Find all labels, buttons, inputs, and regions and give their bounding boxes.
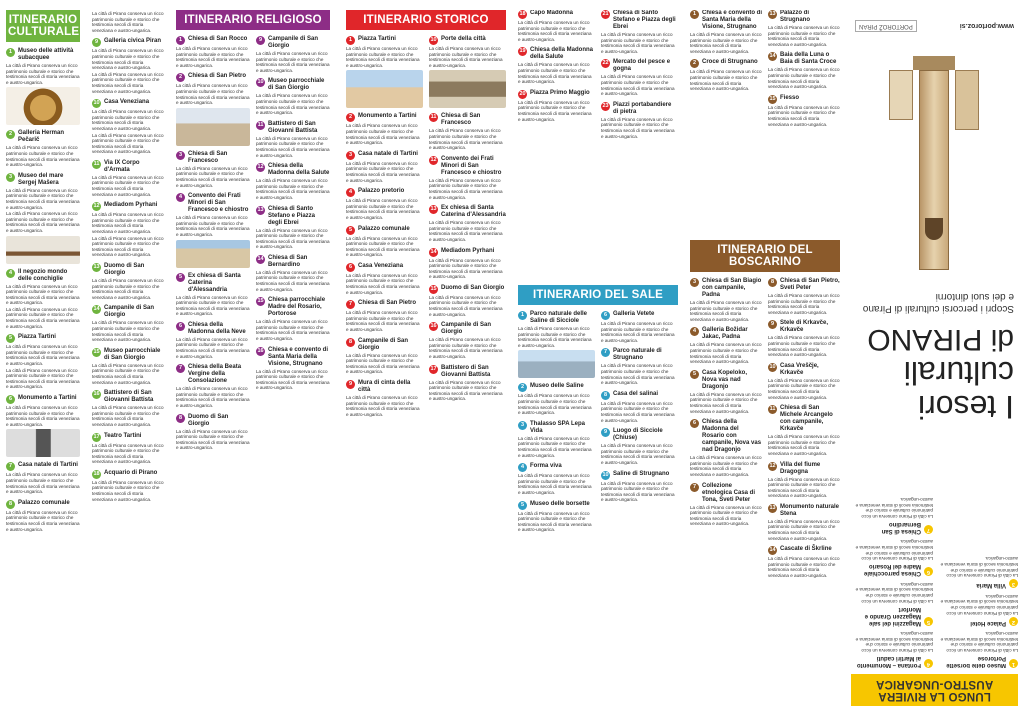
list-item: 7 Chiesa di San Pietro La città di Pirano conserva un ricco patrimonio culturale e storico che testimonia secoli di storia veneziana e austro-ungarica. (346, 300, 420, 333)
section-title-culturale: ITINERARIO CULTURALE (6, 10, 80, 42)
list-item: 20 Piazza Primo Maggio La città di Pirano conserva un ricco patrimonio culturale e storico che testimonia secoli di storia veneziana e austro-ungarica. (518, 89, 592, 122)
list-item: 22 Mercato del pesce e gogna La città di Pirano conserva un ricco patrimonio culturale e storico che testimonia secoli di storia veneziana e austro-ungarica. (601, 59, 675, 97)
list-item: 6 Galleria Vetete La città di Pirano conserva un ricco patrimonio culturale e storico che testimonia secoli di storia veneziana e austro-ungarica. (601, 311, 675, 343)
list-item: 8 Casa del salinai La città di Pirano conserva un ricco patrimonio culturale e storico che testimonia secoli di storia veneziana e austro-ungarica. (601, 390, 675, 423)
list-item: 5 Palazzo comunale La città di Pirano conserva un ricco patrimonio culturale e storico che testimonia secoli di storia veneziana e austro-ungarica. (346, 225, 420, 258)
list-item: 8 Campanile di San Giorgio La città di Pirano conserva un ricco patrimonio culturale e storico che testimonia secoli di storia veneziana e austro-ungarica. (346, 337, 420, 375)
list-item: 4 Palazzo pretorio La città di Pirano conserva un ricco patrimonio culturale e storico che testimonia secoli di storia veneziana e austro-ungarica. (346, 188, 420, 220)
section-title-religioso: ITINERARIO RELIGIOSO (176, 10, 330, 30)
column-culturale-2 (86, 0, 170, 714)
list-item: 10 Saline di Strugnano La città di Pirano conserva un ricco patrimonio culturale e storico che testimonia secoli di storia veneziana e austro-ungarica. (601, 470, 675, 503)
list-item: 13 Palazzo di Strugnano La città di Pirano conserva un ricco patrimonio culturale e storico che testimonia secoli di storia veneziana e austro-ungarica. (768, 10, 840, 47)
list-item: 9 Galleria civica Piran La città di Pirano conserva un ricco patrimonio culturale e storico che testimonia secoli di storia veneziana e austro-ungarica. La città di Pirano conserva un ricco patrimonio culturale e storico che testimonia secoli di storia veneziana e austro-ungarica. (92, 38, 164, 94)
list-item: 7 Collezione etnologica Casa di Tona, Sveti Peter La città di Pirano conserva un ricco patrimonio culturale e storico che testimonia secoli di storia veneziana e austro-ungarica. (690, 482, 762, 527)
list-item: 3 Thalasso SPA Lepa Vida La città di Pirano conserva un ricco patrimonio culturale e storico che testimonia secoli di storia veneziana e austro-ungarica. (518, 420, 592, 458)
list-item: 1 Chiesa di San Rocco La città di Pirano conserva un ricco patrimonio culturale e storico che testimonia secoli di storia veneziana e austro-ungarica. (176, 36, 250, 68)
list-item: 15 Chiesa parrocchiale Madre del Rosario, Portorose La città di Pirano conserva un ricco patrimonio culturale e storico che testimonia secoli di storia veneziana e austro-ungarica. (256, 297, 330, 342)
section-title-sale: ITINERARIO DEL SALE (518, 285, 678, 305)
list-item: 10 Casa Veneziana La città di Pirano conserva un ricco patrimonio culturale e storico che testimonia secoli di storia veneziana e austro-ungarica. La città di Pirano conserva un ricco patrimonio culturale e storico che testimonia secoli di storia veneziana e austro-ungarica. (92, 99, 164, 155)
list-item: 7 Chiesa di San Bernardino La città di Pirano conserva un ricco patrimonio culturale e storico che testimonia secoli di storia veneziana e austro-ungarica. (855, 497, 933, 534)
list-item: 8 Duomo di San Giorgio La città di Pirano conserva un ricco patrimonio culturale e storico che testimonia secoli di storia veneziana e austro-ungarica. (176, 413, 250, 451)
list-item: 5 Ex chiesa di Santa Caterina d'Alessandria La città di Pirano conserva un ricco patrimonio culturale e storico che testimonia secoli di storia veneziana e austro-ungarica. (176, 272, 250, 317)
list-item: 5 Museo delle borsette La città di Pirano conserva un ricco patrimonio culturale e storico che testimonia secoli di storia veneziana e austro-ungarica. (518, 500, 592, 533)
list-item: 2 Palace Hotel La città di Pirano conserva un ricco patrimonio culturale e storico che testimonia secoli di storia veneziana e austro-ungarica. (940, 593, 1018, 626)
list-item: 1 Chiesa e convento di Santa Maria della Visione, Strugnano La città di Pirano conserva un ricco patrimonio culturale e storico che testimonia secoli di storia veneziana e austro-ungarica. (690, 10, 763, 54)
diving-helmet-image (6, 87, 80, 125)
list-item: 8 Chiesa di San Pietro, Sveti Peter La città di Pirano conserva un ricco patrimonio culturale e storico che testimonia secoli di storia veneziana e austro-ungarica. (768, 278, 840, 315)
list-item: 2 Museo delle Saline La città di Pirano conserva un ricco patrimonio culturale e storico che testimonia secoli di storia veneziana e austro-ungarica. (518, 383, 592, 416)
list-item: 3 Chiesa di San Francesco La città di Pirano conserva un ricco patrimonio culturale e storico che testimonia secoli di storia veneziana e austro-ungarica. (176, 150, 250, 188)
list-item: 3 Chiesa di San Biagio con campanile, Padna La città di Pirano conserva un ricco patrimonio culturale e storico che testimonia secoli di storia veneziana e austro-ungarica. (690, 278, 762, 322)
cover-title-line2: culturali (903, 355, 1014, 391)
list-item: 7 Chiesa della Beata Vergine della Consolazione La città di Pirano conserva un ricco patrimonio culturale e storico che testimonia secoli di storia veneziana e austro-ungarica. (176, 364, 250, 409)
list-item: 12 Chiesa della Madonna della Salute La città di Pirano conserva un ricco patrimonio culturale e storico che testimonia secoli di storia veneziana e austro-ungarica. (256, 163, 330, 200)
list-item: 6 Chiesa della Madonna del Rosario con campanile, Nova vas nad Dragonjo La città di Pirano conserva un ricco patrimonio culturale e storico che testimonia secoli di storia veneziana e austro-ungarica. (690, 419, 762, 477)
list-item: 16 Chiesa e convento di Santa Maria della Visione, Strugnano La città di Pirano conserva un ricco patrimonio culturale e storico che testimonia secoli di storia veneziana e austro-ungarica. (256, 346, 330, 391)
list-item: 18 Capo Madonna La città di Pirano conserva un ricco patrimonio culturale e storico che testimonia secoli di storia veneziana e austro-ungarica. (518, 10, 592, 42)
list-item: 13 Ex chiesa di Santa Caterina d'Alessandria La città di Pirano conserva un ricco patrimonio culturale e storico che testimonia secoli di storia veneziana e austro-ungarica. (429, 205, 506, 242)
list-item: 21 Chiesa di Santo Stefano e Piazza degli Ebrei La città di Pirano conserva un ricco patrimonio culturale e storico che testimonia secoli di storia veneziana e austro-ungarica. (601, 10, 676, 54)
statue-image (6, 429, 80, 457)
list-item: 12 Villa del fiume Dragogna La città di Pirano conserva un ricco patrimonio culturale e storico che testimonia secoli di storia veneziana e austro-ungarica. (768, 461, 840, 499)
list-item: 4 Il negozio mondo delle conchiglie La città di Pirano conserva un ricco patrimonio culturale e storico che testimonia secoli di storia veneziana e austro-ungarica. La città di Pirano conserva un ricco patrimonio culturale e storico che testimonia secoli di storia veneziana e austro-ungarica. (6, 268, 80, 329)
list-item: 15 Fiesso La città di Pirano conserva un ricco patrimonio culturale e storico che testimonia secoli di storia veneziana e austro-ungarica. (768, 94, 840, 127)
list-item: 7 Parco naturale di Strugnano La città di Pirano conserva un ricco patrimonio culturale e storico che testimonia secoli di storia veneziana e austro-ungarica. (601, 348, 675, 386)
section-title-storico: ITINERARIO STORICO (346, 10, 506, 30)
list-item: 11 Chiesa di San Michele Arcangelo con campanile, Krkavče La città di Pirano conserva un ricco patrimonio culturale e storico che testimonia secoli di storia veneziana e austro-ungarica. (768, 405, 840, 456)
list-item: 14 Mediadom Pyrhani La città di Pirano conserva un ricco patrimonio culturale e storico che testimonia secoli di storia veneziana e austro-ungarica. (429, 247, 503, 280)
cover-title-block (845, 284, 1024, 438)
cover-subtitle: Scopri i percorsi culturali di Pirano e dei suoi dintorni (862, 291, 1014, 314)
list-item: 1 Museo delle attività subacquee La città di Pirano conserva un ricco patrimonio culturale e storico che testimonia secoli di storia veneziana e austro-ungarica. (6, 48, 80, 125)
column-storico (340, 0, 512, 714)
city-gate-image (429, 70, 506, 108)
list-item: 9 Stele di Krkavče, Krkavče La città di Pirano conserva un ricco patrimonio culturale e storico che testimonia secoli di storia veneziana e austro-ungarica. (768, 320, 840, 358)
list-item: 4 Forma viva La città di Pirano conserva un ricco patrimonio culturale e storico che testimonia secoli di storia veneziana e austro-ungarica. (518, 463, 592, 495)
list-item: 13 Monumento naturale Stena La città di Pirano conserva un ricco patrimonio culturale e storico che testimonia secoli di storia veneziana e austro-ungarica. (768, 503, 840, 541)
list-item: 19 Chiesa della Madonna della Salute La città di Pirano conserva un ricco patrimonio culturale e storico che testimonia secoli di storia veneziana e austro-ungarica. (518, 47, 594, 85)
list-item: 17 Battistero di San Giovanni Battista La città di Pirano conserva un ricco patrimonio culturale e storico che testimonia secoli di storia veneziana e austro-ungarica. (429, 364, 503, 402)
list-item: 17 Teatro Tartini La città di Pirano conserva un ricco patrimonio culturale e storico che testimonia secoli di storia veneziana e austro-ungarica. (92, 432, 164, 465)
salt-pans-image (518, 350, 595, 378)
list-item: 6 Chiesa della Madonna della Neve La città di Pirano conserva un ricco patrimonio culturale e storico che testimonia secoli di storia veneziana e austro-ungarica. (176, 321, 250, 359)
list-item: 10 Porte della città La città di Pirano conserva un ricco patrimonio culturale e storico che testimonia secoli di storia veneziana e austro-ungarica. (429, 36, 506, 108)
list-item: 4 Galleria Božidar Jakac, Padna La città di Pirano conserva un ricco patrimonio culturale e storico che testimonia secoli di storia veneziana e austro-ungarica. (690, 327, 762, 365)
list-item: 5 Magazzini del sale Magazzen Grando e Monfort La città di Pirano conserva un ricco patrimonio culturale e storico che testimonia secoli di storia veneziana e austro-ungarica. (855, 581, 933, 626)
list-item: La città di Pirano conserva un ricco patrimonio culturale e storico che testimonia secoli di storia veneziana e austro-ungarica. (92, 11, 164, 33)
list-item: 6 Chiesa parrocchiale Madre del Rosario La città di Pirano conserva un ricco patrimonio culturale e storico che testimonia secoli di storia veneziana e austro-ungarica. (855, 539, 933, 577)
list-item: 11 Via IX Corpo d'Armata La città di Pirano conserva un ricco patrimonio culturale e storico che testimonia secoli di storia veneziana e austro-ungarica. (92, 159, 164, 197)
list-item: 11 Chiesa di San Francesco La città di Pirano conserva un ricco patrimonio culturale e storico che testimonia secoli di storia veneziana e austro-ungarica. (429, 113, 503, 151)
list-item: 14 Baia della Luna o Baia di Santa Croce La città di Pirano conserva un ricco patrimonio culturale e storico che testimonia secoli di storia veneziana e austro-ungarica. (768, 52, 840, 90)
list-item: 3 Villa Maria La città di Pirano conserva un ricco patrimonio culturale e storico che testimonia secoli di storia veneziana e austro-ungarica. (940, 556, 1018, 589)
list-item: 18 Acquario di Pirano La città di Pirano conserva un ricco patrimonio culturale e storico che testimonia secoli di storia veneziana e austro-ungarica. (92, 469, 164, 502)
list-item: 12 Mediadom Pyrhani La città di Pirano conserva un ricco patrimonio culturale e storico che testimonia secoli di storia veneziana e austro-ungarica. La città di Pirano conserva un ricco patrimonio culturale e storico che testimonia secoli di storia veneziana e austro-ungarica. (92, 202, 164, 258)
list-item: 8 Palazzo comunale La città di Pirano conserva un ricco patrimonio culturale e storico che testimonia secoli di storia veneziana e austro-ungarica. (6, 499, 80, 532)
list-item: 14 Campanile di San Giorgio La città di Pirano conserva un ricco patrimonio culturale e storico che testimonia secoli di storia veneziana e austro-ungarica. (92, 305, 164, 343)
list-item: 7 Casa natale di Tartini La città di Pirano conserva un ricco patrimonio culturale e storico che testimonia secoli di storia veneziana e austro-ungarica. (6, 462, 80, 495)
ship-model-image (6, 236, 80, 264)
list-item: 9 Mura di cinta della città La città di Pirano conserva un ricco patrimonio culturale e storico che testimonia secoli di storia veneziana e austro-ungarica. (346, 380, 420, 417)
website-link[interactable]: www.portoroz.si (959, 22, 1014, 30)
list-item: 15 Museo parrocchiale di San Giorgio La città di Pirano conserva un ricco patrimonio culturale e storico che testimonia secoli di storia veneziana e austro-ungarica. (92, 347, 164, 385)
list-item: 9 Luogo di Sicciole (Chiuse) La città di Pirano conserva un ricco patrimonio culturale e storico che testimonia secoli di storia veneziana e austro-ungarica. (601, 428, 675, 465)
list-item: 3 Museo del mare Sergej Mašera La città di Pirano conserva un ricco patrimonio culturale e storico che testimonia secoli di storia veneziana e austro-ungarica. La città di Pirano conserva un ricco patrimonio culturale e storico che testimonia secoli di storia veneziana e austro-ungarica. (6, 173, 80, 264)
column-boscarino (684, 0, 846, 714)
list-item: 16 Battistero di San Giovanni Battista La città di Pirano conserva un ricco patrimonio culturale e storico che testimonia secoli di storia veneziana e austro-ungarica. (92, 390, 164, 427)
section-title-riviera: LUNGO LA RIVIERA AUSTRO-UNGARICA (851, 674, 1018, 706)
list-item: 6 Monumento a Tartini La città di Pirano conserva un ricco patrimonio culturale e storico che testimonia secoli di storia veneziana e austro-ungarica. (6, 395, 80, 457)
square-image (346, 70, 423, 108)
column-storico-sale (512, 0, 684, 714)
cover-title-line1: I tesori (917, 389, 1014, 425)
list-item: 2 Monumento a Tartini La città di Pirano conserva un ricco patrimonio culturale e storico che testimonia secoli di storia veneziana e austro-ungarica. (346, 113, 420, 146)
list-item: 4 Fontana – Monumento ai Martiri caduti La città di Pirano conserva un ricco patrimonio culturale e storico che testimonia secoli di storia veneziana e austro-ungarica. (855, 631, 933, 668)
list-item: 5 Piazza Tartini La città di Pirano conserva un ricco patrimonio culturale e storico che testimonia secoli di storia veneziana e austro-ungarica. La città di Pirano conserva un ricco patrimonio culturale e storico che testimonia secoli di storia veneziana e austro-ungarica. (6, 334, 80, 390)
list-item: 3 Casa natale di Tartini La città di Pirano conserva un ricco patrimonio culturale e storico che testimonia secoli di storia veneziana e austro-ungarica. (346, 150, 420, 183)
column-religioso (170, 0, 336, 714)
church-image (176, 108, 250, 146)
list-item: 2 Chiesa di San Pietro La città di Pirano conserva un ricco patrimonio culturale e storico che testimonia secoli di storia veneziana e austro-ungarica. (176, 73, 250, 145)
list-item: 12 Convento dei Frati Minori di San Francesco e chiostro La città di Pirano conserva un ricco patrimonio culturale e storico che testimonia secoli di storia veneziana e austro-ungarica. (429, 155, 503, 200)
list-item: 14 Chiesa di San Bernardino La città di Pirano conserva un ricco patrimonio culturale e storico che testimonia secoli di storia veneziana e austro-ungarica. (256, 254, 330, 292)
list-item: 16 Campanile di San Giorgio La città di Pirano conserva un ricco patrimonio culturale e storico che testimonia secoli di storia veneziana e austro-ungarica. (429, 322, 503, 360)
list-item: 1 Piazza Tartini La città di Pirano conserva un ricco patrimonio culturale e storico che testimonia secoli di storia veneziana e austro-ungarica. (346, 36, 423, 108)
portoroz-logo: PORTOROŽ PIRAN (855, 20, 917, 32)
list-item: 5 Casa Kopeloko, Nova vas nad Dragonjo La città di Pirano conserva un ricco patrimonio culturale e storico che testimonia secoli di storia veneziana e austro-ungarica. (690, 369, 762, 414)
list-item: 10 Casa Vreščje, Krkavče La città di Pirano conserva un ricco patrimonio culturale e storico che testimonia secoli di storia veneziana e austro-ungarica. (768, 362, 840, 400)
section-title-boscarino: ITINERARIO DEL BOSCARINO (690, 240, 840, 272)
cloister-image (176, 240, 250, 268)
list-item: 11 Battistero di San Giovanni Battista La città di Pirano conserva un ricco patrimonio culturale e storico che testimonia secoli di storia veneziana e austro-ungarica. (256, 120, 330, 158)
cover-title-line3: di PIRANO (867, 323, 1014, 356)
list-item: 14 Cascate di Škrline La città di Pirano conserva un ricco patrimonio culturale e storico che testimonia secoli di storia veneziana e austro-ungarica. (768, 546, 840, 579)
list-item: 1 Parco naturale delle Saline di Sicciole La città di Pirano conserva un ricco patrimonio culturale e storico che testimonia secoli di storia veneziana e austro-ungarica. (518, 311, 595, 378)
list-item: 15 Duomo di San Giorgio La città di Pirano conserva un ricco patrimonio culturale e storico che testimonia secoli di storia veneziana e austro-ungarica. (429, 284, 505, 317)
list-item: 2 Galleria Herman Pečarič La città di Pirano conserva un ricco patrimonio culturale e storico che testimonia secoli di storia veneziana e austro-ungarica. (6, 130, 80, 168)
list-item: 10 Museo parrocchiale di San Giorgio La città di Pirano conserva un ricco patrimonio culturale e storico che testimonia secoli di storia veneziana e austro-ungarica. (256, 78, 330, 116)
list-item: 13 Chiesa di Santo Stefano e Piazza degli Ebrei La città di Pirano conserva un ricco patrimonio culturale e storico che testimonia secoli di storia veneziana e austro-ungarica. (256, 205, 330, 250)
list-item: 4 Convento dei Frati Minori di San Francesco e chiostro La città di Pirano conserva un ricco patrimonio culturale e storico che testimonia secoli di storia veneziana e austro-ungarica. (176, 193, 250, 267)
list-item: 13 Duomo di San Giorgio La città di Pirano conserva un ricco patrimonio culturale e storico che testimonia secoli di storia veneziana e austro-ungarica. (92, 263, 164, 300)
column-culturale (0, 0, 86, 714)
list-item: 9 Campanile di San Giorgio La città di Pirano conserva un ricco patrimonio culturale e storico che testimonia secoli di storia veneziana e austro-ungarica. (256, 36, 330, 73)
list-item: 23 Piazzi portabandiere di pietra La città di Pirano conserva un ricco patrimonio culturale e storico che testimonia secoli di storia veneziana e austro-ungarica. (601, 101, 675, 139)
list-item: 6 Casa Veneziana La città di Pirano conserva un ricco patrimonio culturale e storico che testimonia secoli di storia veneziana e austro-ungarica. (346, 262, 420, 295)
list-item: 1 Museo delle borsette Portorose La città di Pirano conserva un ricco patrimonio culturale e storico che testimonia secoli di storia veneziana e austro-ungarica. (940, 631, 1018, 668)
list-item: 2 Croce di Strugnano La città di Pirano conserva un ricco patrimonio culturale e storico che testimonia secoli di storia veneziana e austro-ungarica. (690, 59, 762, 92)
cover-content (845, 0, 1024, 714)
cover-panel (845, 0, 1024, 714)
bell-tower-illustration (890, 40, 980, 270)
logo-row (845, 12, 1024, 40)
